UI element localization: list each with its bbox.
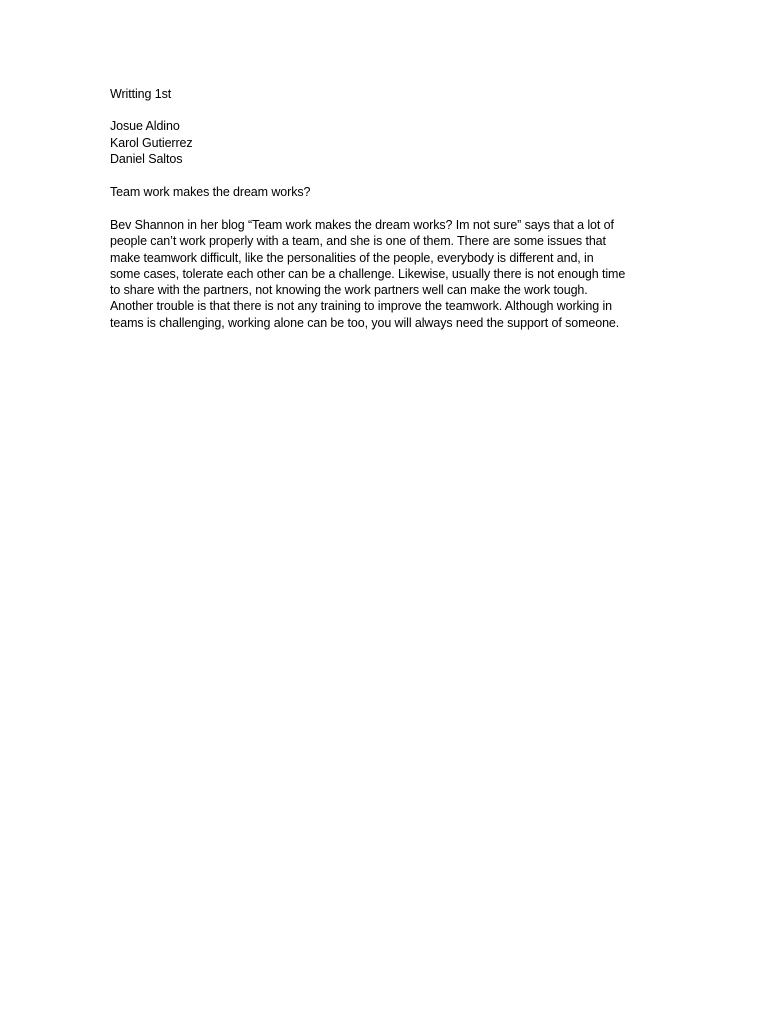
paragraph-line: make teamwork difficult, like the personalities of the people, everybody is different and, in — [110, 250, 594, 265]
paragraph-line: some cases, tolerate each other can be a challenge. Likewise, usually there is not enough time — [110, 266, 626, 281]
paragraph-line: teams is challenging, working alone can be too, you will always need the support of someone. — [110, 315, 620, 330]
essay-title: Team work makes the dream works? — [110, 185, 311, 199]
author-name: Karol Gutierrez — [110, 135, 193, 150]
paragraph-line: people can’t work properly with a team, and she is one of them. There are some issues that — [110, 234, 606, 249]
body-paragraph — [110, 217, 670, 331]
author-name: Daniel Saltos — [110, 152, 183, 166]
paragraph-line: Bev Shannon in her blog “Team work makes the dream works? Im not sure” says that a lot of — [110, 218, 614, 232]
paragraph-line: to share with the partners, not knowing the work partners well can make the work tough. — [110, 283, 588, 298]
document-heading: Writting 1st — [110, 87, 172, 101]
paragraph-line: Another trouble is that there is not any training to improve the teamwork. Although working in — [110, 299, 612, 314]
author-name: Josue Aldino — [110, 119, 180, 133]
author-list — [110, 118, 670, 168]
